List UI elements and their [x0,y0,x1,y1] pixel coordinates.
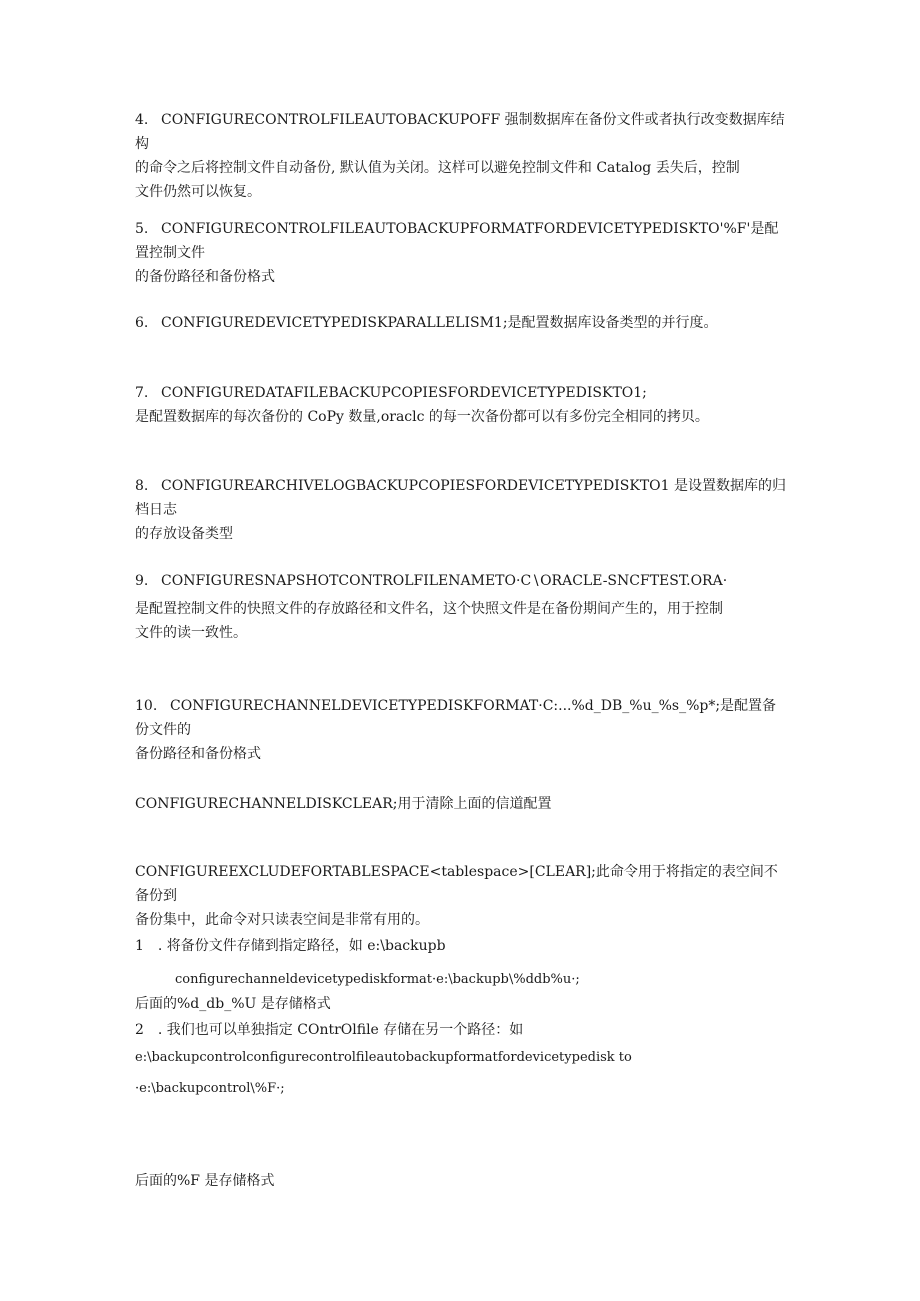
exclude-line-2: 备份集中，此命令对只读表空间是非常有用的。 [135,912,429,928]
exclude-tablespace-paragraph [135,860,790,932]
item-5-number: 5. [135,221,149,237]
item-10 [135,694,790,766]
item-5-line-1: 5. CONFIGURECONTROLFILEAUTOBACKUPFORMATFORDEVICETYPEDISKTO'%F'是配置控制文件 [135,217,790,265]
channel-clear-paragraph [135,792,790,816]
item-8 [135,474,790,546]
item-9-line-2: 是配置控制文件的快照文件的存放路径和文件名，这个快照文件是在备份期间产生的，用于控制 [135,601,723,617]
item-10-line-2: 备份路径和备份格式 [135,746,261,762]
item-9-number: 9. [135,573,149,589]
step-2-heading: 2 . 我们也可以单独指定 COntrOlfile 存储在另一个路径：如 [135,1022,524,1038]
item-8-line-2: 的存放设备类型 [135,526,233,542]
item-9 [135,569,790,645]
item-8-number: 8. [135,478,149,494]
item-7 [135,381,790,429]
channel-clear-line: CONFIGURECHANNELDISKCLEAR;用于清除上面的信道配置 [135,796,552,812]
item-7-number: 7. [135,385,149,401]
item-6 [135,311,790,335]
step-1-heading: 1 . 将备份文件存储到指定路径，如 e:\backupb [135,938,446,954]
item-9-line-1: 9. CONFIGURESNAPSHOTCONTROLFILENAMETO·C∖ORACLE-SNCFTEST.ORA· [135,569,790,593]
step-2-code-line-1: e:\backupcontrolconfigurecontrolfileautobackupformatfordevicetypedisk to [135,1050,632,1065]
item-7-line-2: 是配置数据库的每次备份的 CoPy 数量,oraclc 的每一次备份都可以有多份完全相同的拷贝。 [135,409,709,425]
step-1-code: configurechanneldevicetypediskformat·e:\backupb\%ddb%u·; [175,972,580,987]
step-2-note: 后面的%F 是存储格式 [135,1173,275,1189]
step-1-note: 后面的%d_db_%U 是存储格式 [135,996,331,1012]
item-6-line-1: 6. CONFIGUREDEVICETYPEDISKPARALLELISM1;是配置数据库设备类型的并行度。 [135,311,790,335]
exclude-line-1: CONFIGUREEXCLUDEFORTABLESPACE<tablespace>[CLEAR];此命令用于将指定的表空间不备份到 [135,864,778,904]
step-2-code-line-2: ·e:\backupcontrol\%F·; [135,1081,285,1096]
item-10-number: 10. [135,698,158,714]
item-4-number: 4. [135,112,149,128]
item-8-line-1: 8. CONFIGUREARCHIVELOGBACKUPCOPIESFORDEVICETYPEDISKTO1 是设置数据库的归档日志 [135,474,790,522]
item-4 [135,108,790,204]
item-5-line-2: 的备份路径和备份格式 [135,269,275,285]
item-9-line-3: 文件的读一致性。 [135,625,247,641]
item-6-number: 6. [135,315,149,331]
item-7-line-1: 7. CONFIGUREDATAFILEBACKUPCOPIESFORDEVICETYPEDISKTO1; [135,381,790,405]
item-4-line-1: 4. CONFIGURECONTROLFILEAUTOBACKUPOFF 强制数据库在备份文件或者执行改变数据库结构 [135,108,790,156]
item-5 [135,217,790,289]
item-4-line-3: 文件仍然可以恢复。 [135,184,261,200]
item-10-line-1: 10. CONFIGURECHANNELDEVICETYPEDISKFORMAT·C:...%d_DB_%u_%s_%p*;是配置备份文件的 [135,694,790,742]
item-4-line-2: 的命令之后将控制文件自动备份, 默认值为关闭。这样可以避免控制文件和 Catalog 丢失后，控制 [135,160,740,176]
